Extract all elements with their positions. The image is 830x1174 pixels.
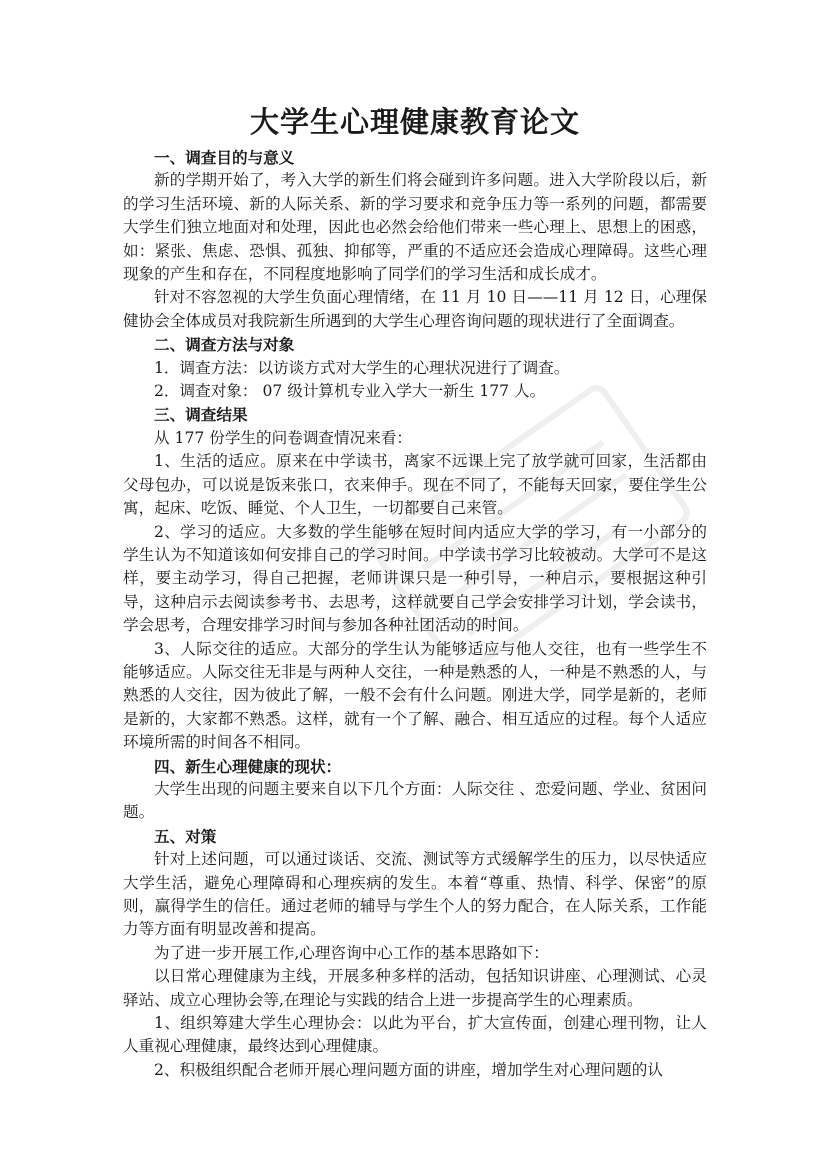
- paragraph: 为了进一步开展工作,心理咨询中心工作的基本思路如下：: [154, 943, 549, 962]
- paragraph: 3、人际交往的适应。大部分的学生认为能够适应与他人交往，也有一些学生不能够适应。人际交往无非是与两种人交往，一种是熟悉的人，一种是不熟悉的人，与熟悉的人交往，因为彼此了解，一般不会有什么问题。刚进大学，同学是新的，老师是新的，大家都不熟悉。这样，就有一个了解、融合、相互适应的过程。每个人适应环境所需的时间各不相同。: [123, 639, 707, 752]
- paragraph: 1、组织筹建大学生心理协会：以此为平台，扩大宣传面，创建心理刊物，让人人重视心理健康，最终达到心理健康。: [123, 1014, 707, 1056]
- paragraph: 2．调查对象： 07 级计算机专业入学大一新生 177 人。: [154, 382, 546, 401]
- paragraph: 新的学期开始了，考入大学的新生们将会碰到许多问题。进入大学阶段以后，新的学习生活环境、新的人际关系、新的学习要求和竞争压力等一系列的问题，都需要大学生们独立地面对和处理，因此也必然会给他们带来一些心理上、思想上的困惑，如：紧张、焦虑、恐惧、孤独、抑郁等，严重的不适应还会造成心理障碍。这些心理现象的产生和存在，不同程度地影响了同学们的学习生活和成长成才。: [123, 171, 707, 284]
- paragraph: 2、学习的适应。大多数的学生能够在短时间内适应大学的学习，有一小部分的学生认为不知道该如何安排自己的学习时间。中学读书学习比较被动。大学可不是这样，要主动学习，得自己把握，老师讲课只是一种引导，一种启示，要根据这种引导，这种启示去阅读参考书、去思考，这样就要自己学会安排学习计划，学会读书，学会思考，合理安排学习时间与参加各种社团活动的时间。: [123, 522, 707, 635]
- section-heading: 五、对策: [154, 826, 217, 846]
- section-heading: 三、调查结果: [154, 405, 248, 425]
- document-body: [123, 146, 707, 1082]
- paragraph: 1、生活的适应。原来在中学读书，离家不远课上完了放学就可回家，生活都由父母包办，可以说是饭来张口，衣来伸手。现在不同了，不能每天回家，要住学生公寓，起床、吃饭、睡觉、个人卫生，一切都要自己来管。: [123, 452, 707, 518]
- page-title: 大学生心理健康教育论文: [249, 105, 580, 139]
- paragraph: 2、积极组织配合老师开展心理问题方面的讲座，增加学生对心理问题的认: [154, 1060, 663, 1079]
- paragraph: 以日常心理健康为主线，开展多种多样的活动，包括知识讲座、心理测试、心灵驿站、成立心理协会等,在理论与实践的结合上进一步提高学生的心理素质。: [123, 967, 707, 1009]
- section-heading: 一、调查目的与意义: [154, 148, 295, 167]
- paragraph: 针对上述问题，可以通过谈话、交流、测试等方式缓解学生的压力，以尽快适应大学生活，避免心理障碍和心理疾病的发生。本着“尊重、热情、科学、保密”的原则，赢得学生的信任。通过老师的辅导与学生个人的努力配合，在人际关系，工作能力等方面有明显改善和提高。: [123, 850, 707, 939]
- paragraph: 从 177 份学生的问卷调查情况来看：: [154, 428, 412, 447]
- section-heading: 二、调查方法与对象: [154, 335, 295, 355]
- paragraph: 大学生出现的问题主要来自以下几个方面：人际交往 、恋爱问题、学业、贫困问题。: [123, 779, 707, 822]
- section-heading: 四、新生心理健康的现状：: [154, 756, 342, 776]
- paragraph: 针对不容忽视的大学生负面心理情绪，在 11 月 10 日——11 月 12 日，心理保健协会全体成员对我院新生所遇到的大学生心理咨询问题的现状进行了全面调查。: [123, 288, 707, 330]
- paragraph: 1．调查方法：以访谈方式对大学生的心理状况进行了调查。: [154, 358, 570, 377]
